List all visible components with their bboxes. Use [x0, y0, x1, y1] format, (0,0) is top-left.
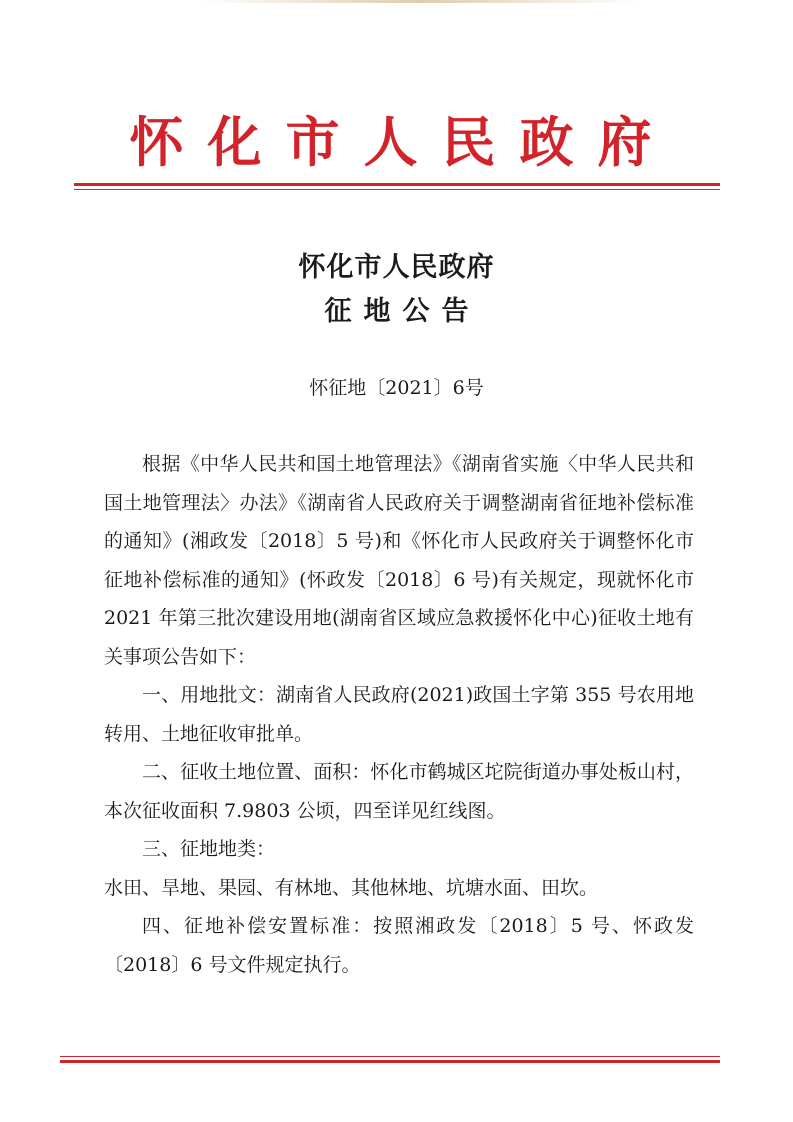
document-title: 征地公告	[324, 296, 481, 327]
paragraph-land-type-heading: 三、征地地类：	[142, 838, 276, 860]
letterhead-rule-thick	[74, 183, 720, 186]
paragraph-compensation: 四、征地补偿安置标准：按照湘政发〔2018〕5 号、怀政发〔2018〕6 号文件规定执行。	[104, 915, 694, 976]
document-body	[104, 445, 694, 984]
letterhead: 怀化市人民政府	[129, 111, 676, 174]
paragraph-preamble: 根据《中华人民共和国土地管理法》《湖南省实施〈中华人民共和国土地管理法〉办法》《湖南省人民政府关于调整湖南省征地补偿标准的通知》(湘政发〔2018〕5 号)和《怀化市人民政府关于调整怀化市征地补偿标准的通知》(怀政发〔2018〕6 号)有关规定，现就怀化市 2021 年第三批次建设用地(湖南省区域应急救援怀化中心)征收土地有关事项公告如下：	[104, 453, 694, 668]
paragraph-location-area: 二、征收土地位置、面积：怀化市鹤城区坨院街道办事处板山村，本次征收面积 7.9803 公顷，四至详见红线图。	[104, 761, 694, 822]
paragraph-approval: 一、用地批文：湖南省人民政府(2021)政国土字第 355 号农用地转用、土地征收审批单。	[104, 684, 694, 745]
paragraph-land-types: 水田、旱地、果园、有林地、其他林地、坑塘水面、田坎。	[104, 876, 599, 899]
scan-edge-shadow	[200, 0, 640, 3]
footer-rule-thick	[60, 1060, 720, 1063]
letterhead-rule-thin	[74, 189, 720, 190]
document-title-issuer: 怀化市人民政府	[298, 252, 495, 283]
footer-rule-thin	[60, 1056, 720, 1057]
document-number: 怀征地〔2021〕6号	[309, 377, 484, 399]
